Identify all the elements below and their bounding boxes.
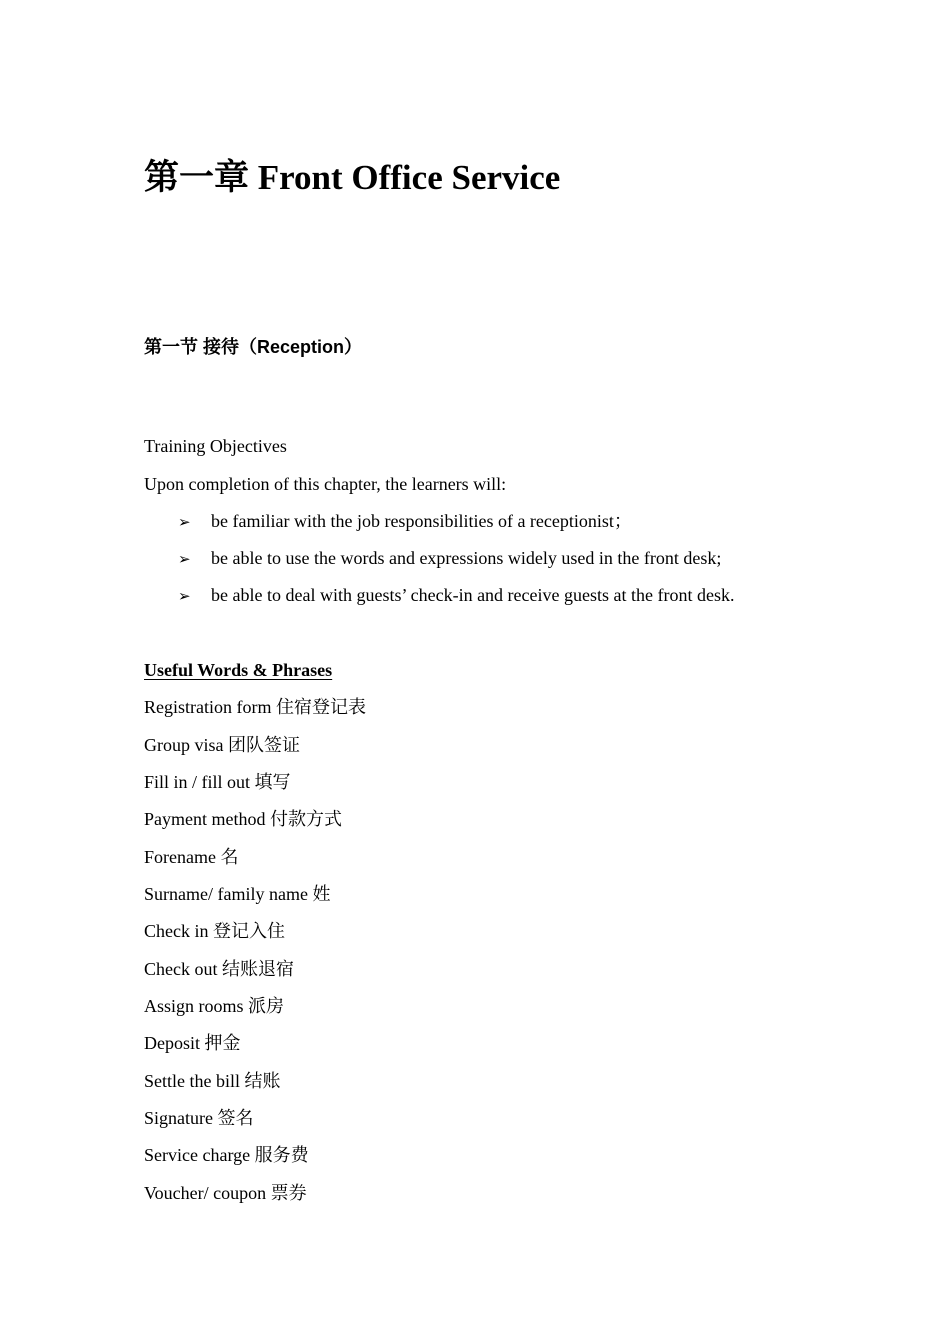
objective-item — [178, 546, 721, 571]
vocabulary-item: Surname/ family name 姓 — [144, 884, 331, 904]
vocabulary-heading — [144, 658, 332, 682]
vocabulary-item: Assign rooms 派房 — [144, 996, 285, 1016]
vocabulary-item: Registration form 住宿登记表 — [144, 697, 366, 717]
objectives-intro: Upon completion of this chapter, the learners will: — [144, 474, 507, 494]
chapter-title: 第一章 Front Office Service — [144, 158, 561, 197]
objective-item — [178, 509, 632, 534]
arrow-bullet-icon: ➢ — [178, 550, 191, 568]
vocabulary-item: Fill in / fill out 填写 — [144, 772, 291, 792]
objective-text: be familiar with the job responsibilities of a receptionist； — [211, 511, 632, 531]
section-title: 第一节 接待（Reception） — [144, 337, 363, 357]
arrow-bullet-icon: ➢ — [178, 587, 191, 605]
vocabulary-item: Signature 签名 — [144, 1108, 254, 1128]
arrow-bullet-icon: ➢ — [178, 513, 191, 531]
vocabulary-item: Payment method 付款方式 — [144, 809, 342, 829]
vocabulary-item: Voucher/ coupon 票券 — [144, 1183, 307, 1203]
vocabulary-item: Settle the bill 结账 — [144, 1071, 281, 1091]
objective-text: be able to deal with guests’ check-in and receive guests at the front desk. — [211, 585, 735, 605]
vocabulary-item: Deposit 押金 — [144, 1033, 241, 1053]
vocabulary-heading-text: Useful Words & Phrases — [144, 660, 333, 680]
vocabulary-item: Check out 结账退宿 — [144, 959, 294, 979]
objective-item — [178, 583, 734, 608]
vocabulary-item: Group visa 团队签证 — [144, 735, 300, 755]
vocabulary-item: Forename 名 — [144, 847, 239, 867]
vocabulary-item: Check in 登记入住 — [144, 921, 285, 941]
vocabulary-item: Service charge 服务费 — [144, 1145, 309, 1165]
objective-text: be able to use the words and expressions widely used in the front desk; — [211, 548, 722, 568]
objectives-heading: Training Objectives — [144, 436, 287, 456]
